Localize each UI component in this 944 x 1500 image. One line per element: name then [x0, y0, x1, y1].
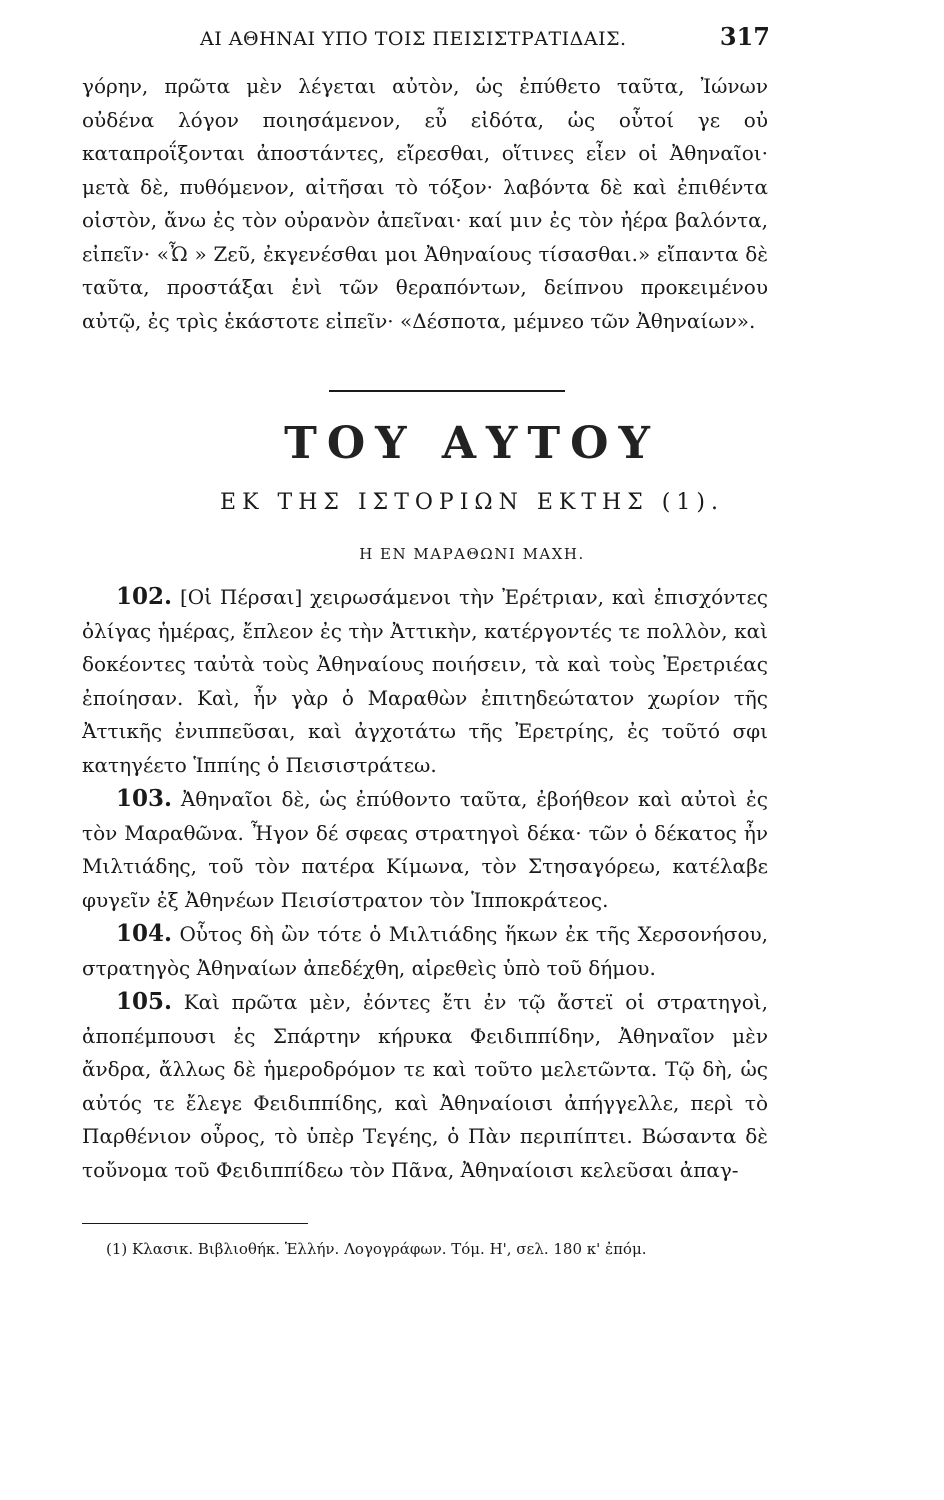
chapter-paragraph: [82, 782, 768, 917]
chapter-paragraph: [82, 985, 768, 1187]
chapter-number: 102.: [116, 583, 173, 610]
chapter-text: Ἀθηναῖοι δὲ, ὡς ἐπύθοντο ταῦτα, ἐβοήθεον καὶ αὐτοὶ ἐς τὸν Μαραθῶνα. Ἦγον δέ σφεας στρατηγοὶ δέκα· τῶν ὁ δέκατος ἦν Μιλτιάδης, τοῦ τὸν πατέρα Κίμωνα, τὸν Στησαγόρεω, κατέλαβε φυγεῖν ἐξ Ἀθηνέων Πεισίστρατον τὸν Ἱπποκράτεος.: [82, 787, 768, 912]
book-title: ΕΚ ΤΗΣ ΙΣΤΟΡΙΩΝ ΕΚΤΗΣ (1).: [220, 490, 724, 515]
section-divider-rule: [329, 390, 565, 392]
chapter-text: Οὗτος δὴ ὢν τότε ὁ Μιλτιάδης ἥκων ἐκ τῆς Χερσονήσου, στρατηγὸς Ἀθηναίων ἀπεδέχθη, αἱρεθεὶς ὑπὸ τοῦ δήμου.: [82, 922, 769, 980]
footnote: (1) Κλασικ. Βιβλιοθήκ. Ἑλλήν. Λογογράφων. Τόμ. Η', σελ. 180 κ' ἐπόμ.: [106, 1240, 647, 1258]
running-title: ΑΙ ΑΘΗΝΑΙ ΥΠΟ ΤΟΙΣ ΠΕΙΣΙΣΤΡΑΤΙΔΑΙΣ.: [200, 28, 627, 50]
continuation-paragraph: γόρην, πρῶτα μὲν λέγεται αὐτὸν, ὡς ἐπύθετο ταῦτα, Ἰώνων οὐδένα λόγον ποιησάμενον, εὖ εἰδότα, ὡς οὗτοί γε οὐ καταπροΐξονται ἀποστάντες, εἴρεσθαι, οἵτινες εἶεν οἱ Ἀθηναῖοι· μετὰ δὲ, πυθόμενον, αἰτῆσαι τὸ τόξον· λαβόντα δὲ καὶ ἐπιθέντα οἰστὸν, ἄνω ἐς τὸν οὐρανὸν ἀπεῖναι· καί μιν ἐς τὸν ἠέρα βαλόντα, εἰπεῖν· «Ὦ » Ζεῦ, ἐκγενέσθαι μοι Ἀθηναίους τίσασθαι.» εἴπαντα δὲ ταῦτα, προστάξαι ἑνὶ τῶν θεραπόντων, δείπνου προκειμένου αὐτῷ, ἐς τρὶς ἑκάστοτε εἰπεῖν· «Δέσποτα, μέμνεο τῶν Ἀθηναίων».: [82, 74, 768, 333]
chapter-text: [Οἱ Πέρσαι] χειρωσάμενοι τὴν Ἐρέτριαν, καὶ ἐπισχόντες ὀλίγας ἡμέρας, ἔπλεον ἐς τὴν Ἀττικὴν, κατέργοντές τε πολλὸν, καὶ δοκέοντες ταὐτὰ τοὺς Ἀθηναίους ποιήσειν, τὰ καὶ τοὺς Ἐρετριέας ἐποίησαν. Καὶ, ἦν γὰρ ὁ Μαραθὼν ἐπιτηδεώτατον χωρίον τῆς Ἀττικῆς ἐνιππεῦσαι, καὶ ἀγχοτάτω τῆς Ἐρετρίης, ἐς τοῦτό σφι κατηγέετο Ἱππίης ὁ Πεισιστράτεω.: [82, 585, 769, 777]
chapter-paragraph: [82, 580, 768, 782]
running-head: [200, 22, 770, 51]
chapters-block: [82, 580, 768, 1187]
continuation-block: [82, 70, 768, 338]
chapter-text: Καὶ πρῶτα μὲν, ἐόντες ἔτι ἐν τῷ ἄστεϊ οἱ στρατηγοὶ, ἀποπέμπουσι ἐς Σπάρτην κήρυκα Φειδιππίδην, Ἀθηναῖον μὲν ἄνδρα, ἄλλως δὲ ἡμεροδρόμον τε καὶ τοῦτο μελετῶντα. Τῷ δὴ, ὡς αὐτός τε ἔλεγε Φειδιππίδης, καὶ Ἀθηναίοισι ἀπήγγελλε, περὶ τὸ Παρθένιον οὖρος, τὸ ὑπὲρ Τεγέης, ὁ Πὰν περιπίπτει. Βώσαντα δὲ τοὔνομα τοῦ Φειδιππίδεω τὸν Πᾶνα, Ἀθηναίοισι κελεῦσαι ἀπαγ-: [82, 990, 768, 1182]
chapter-number: 105.: [116, 988, 173, 1015]
work-title: ΤΟΥ ΑΥΤΟΥ: [284, 418, 660, 469]
page-number: 317: [719, 22, 770, 51]
footnote-rule: [82, 1223, 308, 1224]
chapter-paragraph: [82, 917, 768, 985]
chapter-number: 103.: [116, 785, 173, 812]
section-title: Η ΕΝ ΜΑΡΑΘΩΝΙ ΜΑΧΗ.: [359, 545, 585, 563]
chapter-number: 104.: [116, 920, 173, 947]
